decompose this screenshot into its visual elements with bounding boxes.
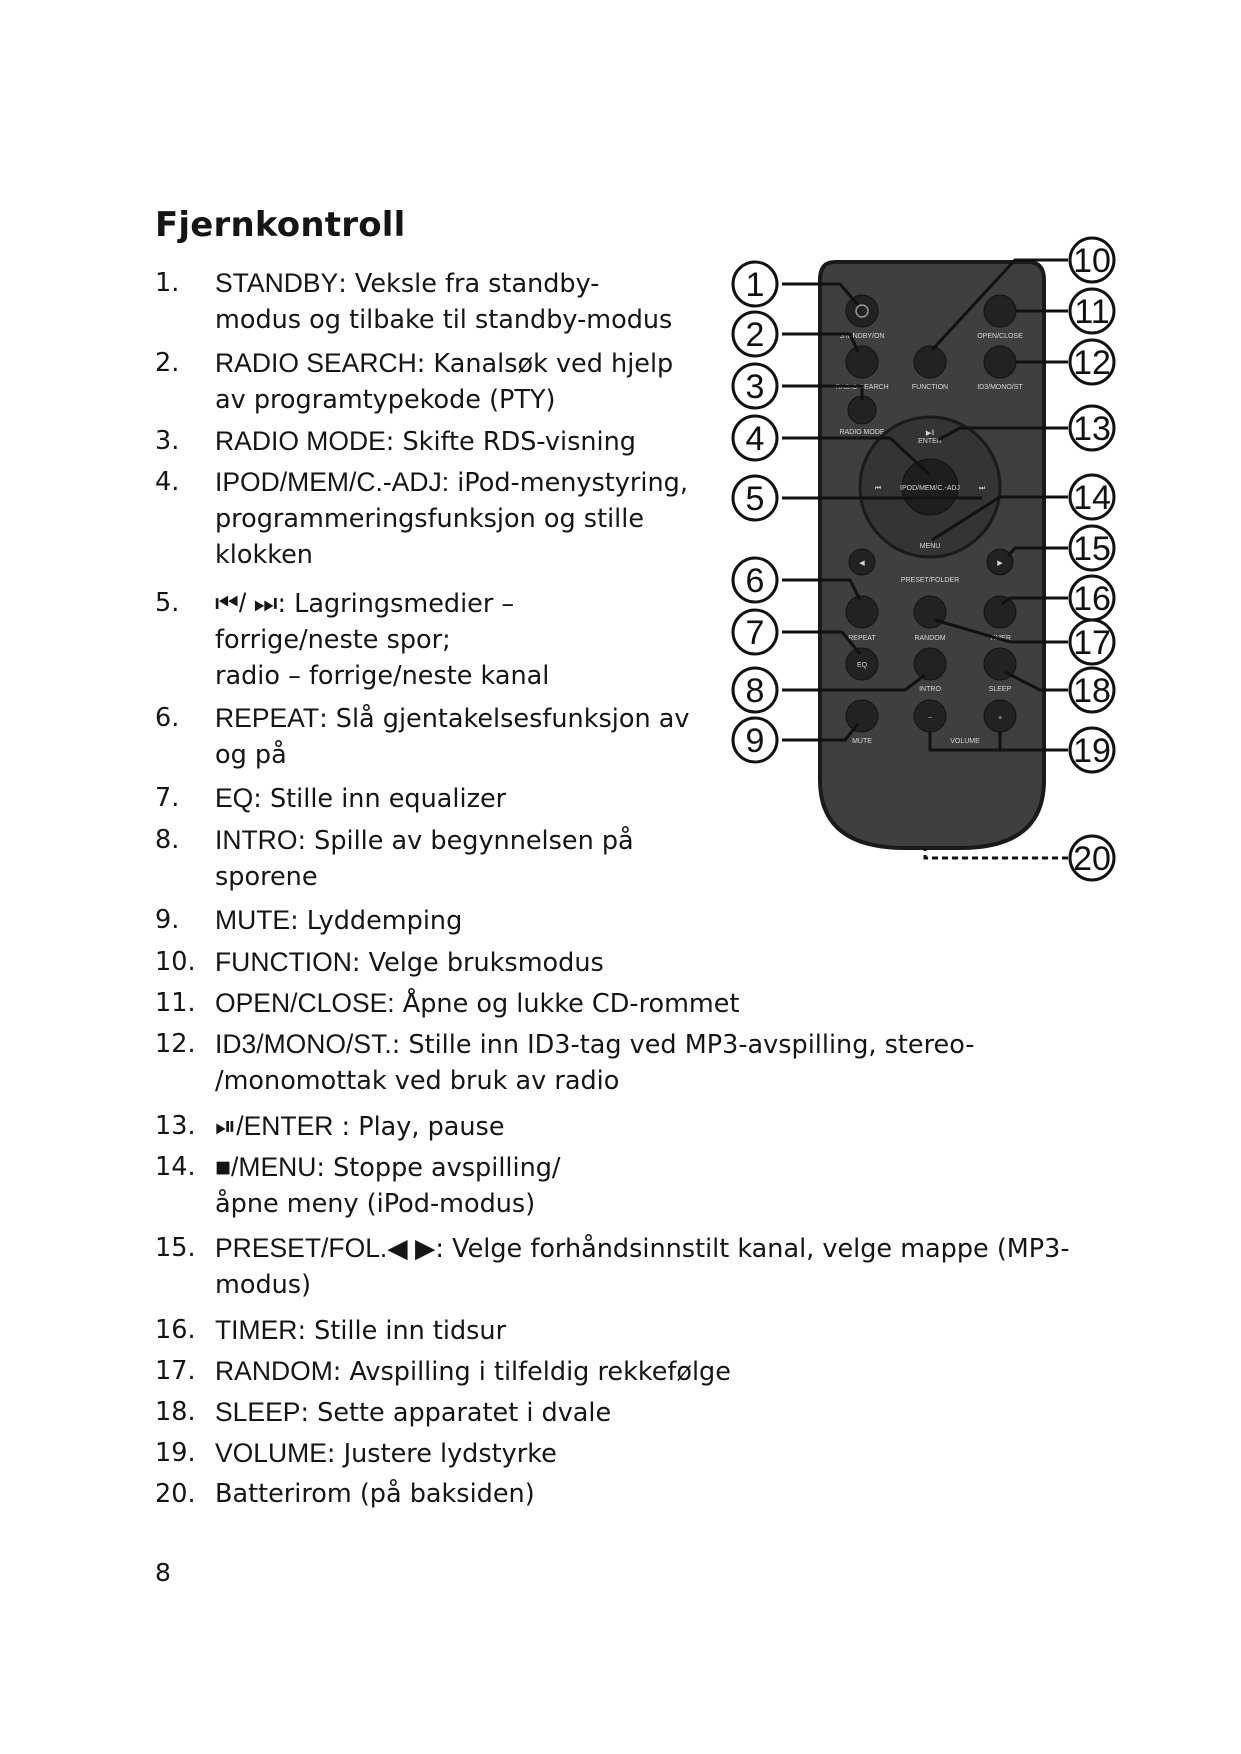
item-description (215, 700, 689, 773)
item-key: ⏯/ENTER (215, 1111, 334, 1141)
item-text: : Justere lydstyrke (326, 1439, 557, 1469)
repeat-label: REPEAT (848, 635, 876, 642)
item-text: : Veksle fra standby- (338, 269, 600, 299)
svg-text:4: 4 (745, 420, 765, 458)
svg-text:5: 5 (745, 480, 765, 518)
callout-10 (1070, 238, 1114, 282)
item-continuation: programmeringsfunksjon og stille (215, 504, 645, 534)
item-text: : Stille inn tidsur (297, 1316, 507, 1346)
item-text: : Spille av begynnelsen på (297, 826, 634, 856)
item-key: ■/MENU (215, 1152, 317, 1182)
svg-text:7: 7 (745, 614, 765, 652)
item-text: : Slå gjentakelsesfunksjon av (319, 704, 690, 734)
standby-label: STANDBY/ON (839, 333, 885, 340)
right-arrow-icon: ▶ (997, 560, 1003, 567)
item-description (215, 1435, 557, 1472)
item-continuation: åpne meny (iPod-modus) (215, 1189, 536, 1219)
item-continuation: av programtypekode (PTY) (215, 385, 556, 415)
enter-label: ENTER (918, 438, 942, 445)
callout-6 (733, 558, 777, 602)
page-number: 8 (155, 1558, 171, 1587)
item-description (215, 1476, 535, 1512)
item-number: 9. (155, 905, 180, 935)
item-key: OPEN/CLOSE: (215, 988, 395, 1018)
item-continuation: og på (215, 740, 287, 770)
item-description (215, 1353, 731, 1390)
item-number: 11. (155, 988, 196, 1018)
function-label: FUNCTION (911, 384, 949, 391)
open-close-button (984, 295, 1016, 327)
item-continuation: sporene (215, 862, 318, 892)
item-text: : Lyddemping (290, 906, 463, 936)
item-text: : Stille inn equalizer (253, 784, 507, 814)
item-description (215, 902, 462, 939)
radio-mode-button (848, 396, 876, 424)
intro-button (914, 648, 946, 680)
item-number: 8. (155, 825, 180, 855)
item-key: REPEAT (215, 703, 320, 733)
svg-text:11: 11 (1074, 293, 1110, 331)
item-key: RADIO MODE (215, 426, 386, 456)
item-key: SLEEP (215, 1397, 301, 1427)
item-number: 2. (155, 348, 180, 378)
svg-text:8: 8 (745, 672, 765, 710)
item-text: : Velge bruksmodus (351, 948, 604, 978)
item-description (215, 1312, 506, 1349)
item-text: : Kanalsøk ved hjelp (416, 349, 674, 379)
item-text: : Stille inn ID3-tag ved MP3-avspilling, stereo- (391, 1030, 975, 1060)
mute-label: MUTE (852, 738, 872, 745)
callout-3 (733, 364, 777, 408)
item-description (215, 585, 549, 694)
item-key: INTRO (215, 825, 298, 855)
radio-search-label: RADIO SEARCH (835, 384, 889, 391)
callout-19 (1070, 728, 1114, 772)
timer-label: TIMER (989, 635, 1011, 642)
svg-text:13: 13 (1073, 410, 1111, 448)
callout-16 (1070, 576, 1114, 620)
preset-folder-label: PRESET/FOLDER (900, 577, 960, 584)
item-number: 15. (155, 1233, 196, 1263)
volume-label: VOLUME (950, 738, 980, 745)
item-description (215, 265, 672, 338)
item-number: 18. (155, 1397, 196, 1427)
item-text: : Avspilling i tilfeldig rekkefølge (332, 1357, 731, 1387)
callout-5 (733, 476, 777, 520)
callout-11 (1070, 289, 1114, 333)
svg-text:10: 10 (1073, 242, 1111, 280)
item-number: 10. (155, 947, 196, 977)
callout-4 (733, 416, 777, 460)
item-description (215, 423, 636, 460)
callout-13 (1070, 406, 1114, 450)
callout-17 (1070, 620, 1114, 664)
svg-text:3: 3 (745, 368, 765, 406)
item-key: EQ (215, 783, 254, 813)
svg-text:17: 17 (1073, 624, 1111, 662)
radio-mode-label: RADIO MODE (839, 429, 885, 436)
item-number: 7. (155, 783, 180, 813)
item-key: RANDOM (215, 1356, 333, 1386)
item-text: Batterirom (på baksiden) (215, 1479, 535, 1509)
plus-icon: + (997, 715, 1003, 722)
id3-mono-label: ID3/MONO/ST (977, 384, 1023, 391)
sleep-label: SLEEP (988, 686, 1012, 693)
callout-14 (1070, 475, 1114, 519)
item-description (215, 1230, 1070, 1303)
item-number: 6. (155, 703, 180, 733)
item-number: 13. (155, 1111, 196, 1141)
item-key: VOLUME (215, 1438, 327, 1468)
play-pause-icon: ▶‖ (925, 430, 935, 437)
item-number: 19. (155, 1438, 196, 1468)
item-continuation: modus) (215, 1270, 312, 1300)
item-text: : Velge forhåndsinnstilt kanal, velge mappe (MP3- (435, 1234, 1070, 1264)
callout-15 (1070, 526, 1114, 570)
next-track-icon: ⏭ (978, 485, 986, 492)
item-number: 4. (155, 467, 180, 497)
svg-text:9: 9 (745, 722, 765, 760)
callout-1 (733, 262, 777, 306)
item-text: : Play, pause (333, 1112, 505, 1142)
random-label: RANDOM (914, 635, 946, 642)
callout-12 (1070, 340, 1114, 384)
callout-9 (733, 718, 777, 762)
item-continuation: radio – forrige/neste kanal (215, 661, 550, 691)
callout-20 (1070, 836, 1114, 880)
item-key: PRESET/FOL.◀ ▶ (215, 1233, 436, 1263)
callout-18 (1070, 668, 1114, 712)
open-close-label: OPEN/CLOSE (977, 333, 1023, 340)
item-key: ID3/MONO/ST. (215, 1029, 392, 1059)
item-continuation: /monomottak ved bruk av radio (215, 1066, 620, 1096)
id3-mono-button (984, 346, 1016, 378)
item-number: 14. (155, 1152, 196, 1182)
repeat-button (846, 596, 878, 628)
item-description (215, 464, 688, 573)
function-button (914, 346, 946, 378)
item-description (215, 1026, 974, 1099)
item-key: MUTE (215, 905, 291, 935)
item-text: iPod-menystyring, (449, 468, 688, 498)
item-text: : Lagringsmedier – (277, 589, 515, 619)
item-key: ⏮/ ⏭ (215, 588, 278, 618)
item-continuation: modus og tilbake til standby-modus (215, 305, 673, 335)
item-key: STANDBY (215, 268, 339, 298)
item-text: : Sette apparatet i dvale (300, 1398, 612, 1428)
mute-button (846, 700, 878, 732)
menu-label: MENU (919, 543, 941, 550)
item-number: 3. (155, 426, 180, 456)
svg-text:12: 12 (1073, 344, 1111, 382)
svg-text:1: 1 (745, 266, 765, 304)
svg-text:15: 15 (1073, 530, 1111, 568)
item-key: TIMER (215, 1315, 298, 1345)
callout-8 (733, 668, 777, 712)
minus-icon: − (927, 715, 933, 722)
timer-button (984, 596, 1016, 628)
center-label: IPOD/MEM/C.-ADJ (900, 485, 960, 492)
item-number: 16. (155, 1315, 196, 1345)
page-title: Fjernkontroll (155, 205, 406, 245)
item-number: 17. (155, 1356, 196, 1386)
item-text: : Skifte RDS-visning (385, 427, 636, 457)
item-key: RADIO SEARCH (215, 348, 417, 378)
callout-2 (733, 312, 777, 356)
item-description (215, 1149, 561, 1222)
svg-text:20: 20 (1073, 840, 1111, 878)
item-key: FUNCTION (215, 947, 352, 977)
item-number: 20. (155, 1479, 196, 1509)
callout-7 (733, 610, 777, 654)
svg-text:18: 18 (1073, 672, 1111, 710)
item-number: 1. (155, 268, 180, 298)
item-continuation: forrige/neste spor; (215, 625, 451, 655)
svg-text:6: 6 (745, 562, 765, 600)
item-description (215, 780, 506, 817)
item-text: Åpne og lukke CD-rommet (394, 989, 740, 1019)
radio-search-button (846, 346, 878, 378)
item-description (215, 345, 673, 418)
item-description (215, 1394, 611, 1431)
item-number: 5. (155, 588, 180, 618)
item-description (215, 1108, 505, 1145)
svg-text:2: 2 (745, 316, 765, 354)
remote-control-illustration (725, 235, 1145, 885)
item-continuation: klokken (215, 540, 313, 570)
item-key: IPOD/MEM/C.-ADJ: (215, 467, 450, 497)
item-description (215, 985, 739, 1022)
svg-text:14: 14 (1073, 479, 1111, 517)
standby-button (846, 295, 878, 327)
svg-text:16: 16 (1073, 580, 1111, 618)
item-description (215, 944, 604, 981)
item-description (215, 822, 634, 895)
item-text: : Stoppe avspilling/ (316, 1153, 561, 1183)
prev-track-icon: ⏮ (874, 485, 882, 492)
intro-label: INTRO (919, 686, 941, 693)
left-arrow-icon: ◀ (859, 560, 865, 567)
svg-text:19: 19 (1073, 732, 1111, 770)
eq-label: EQ (856, 662, 868, 669)
item-number: 12. (155, 1029, 196, 1059)
